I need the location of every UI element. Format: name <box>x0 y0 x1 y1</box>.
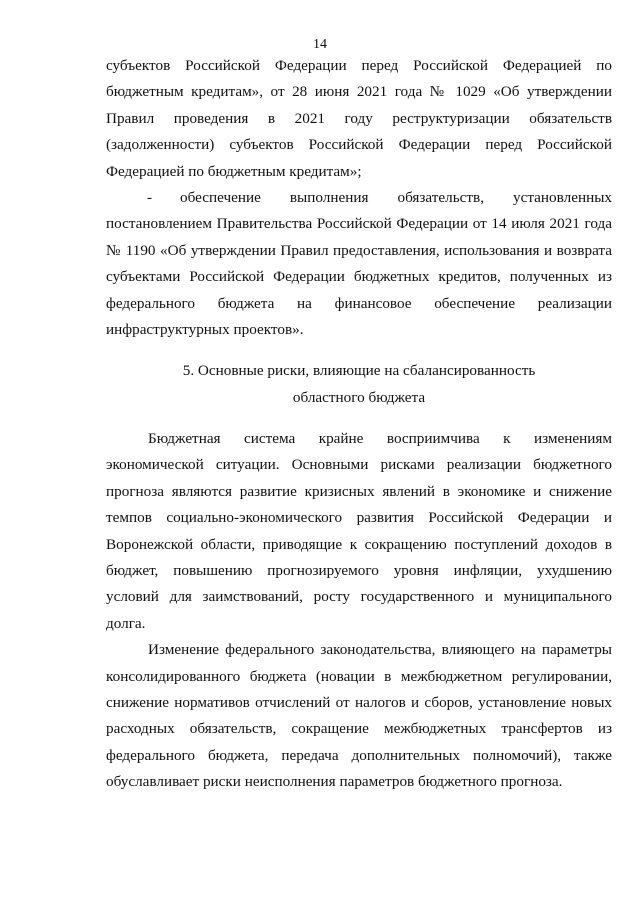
text-line: расходных обязательств, сокращение межбюджетных трансфертов из <box>106 720 612 738</box>
text-line: бюджет, повышению прогнозируемого уровня инфляции, ухудшению <box>106 562 612 580</box>
dash-bullet: - <box>147 188 153 206</box>
text-line: (задолженности) субъектов Российской Федерации перед Российской <box>106 136 612 154</box>
paragraph-first-line: Изменение федерального законодательства, влияющего на параметры <box>148 641 612 659</box>
text-line: федерального бюджета на финансовое обеспечение реализации <box>106 294 612 312</box>
page-number: 14 <box>313 37 327 52</box>
text-line: темпов социально-экономического развития Российской Федерации и <box>106 509 612 527</box>
text-line: обуславливает риски неисполнения параметров бюджетного прогноза. <box>106 773 563 791</box>
text-line: постановлением Правительства Российской Федерации от 14 июля 2021 года <box>106 215 612 233</box>
text-line: экономической ситуации. Основными рисками реализации бюджетного <box>106 456 612 474</box>
text-line: Правил проведения в 2021 году реструктуризации обязательств <box>106 109 612 127</box>
list-item-line <box>106 185 612 211</box>
text-line: снижение нормативов отчислений от налогов и сборов, установление новых <box>106 693 612 711</box>
text-line: инфраструктурных проектов». <box>106 320 304 338</box>
list-item-text: обеспечение выполнения обязательств, установленных <box>180 188 612 206</box>
section-heading-line: областного бюджета <box>292 388 426 406</box>
text-line: Воронежской области, приводящие к сокращению поступлений доходов в <box>106 535 612 553</box>
text-line: условий для заимствований, росту государственного и муниципального <box>106 588 612 606</box>
text-line: долга. <box>106 614 146 632</box>
text-line: консолидированного бюджета (новации в межбюджетном регулировании, <box>106 667 612 685</box>
text-line: субъектами Российской Федерации бюджетных кредитов, полученных из <box>106 268 612 286</box>
text-line: субъектов Российской Федерации перед Российской Федерацией по <box>106 57 612 74</box>
document-body <box>106 53 612 796</box>
text-line: № 1190 «Об утверждении Правил предоставления, использования и возврата <box>106 241 612 259</box>
paragraph-first-line: Бюджетная система крайне восприимчива к изменениям <box>148 430 612 448</box>
text-line: федерального бюджета, передача дополнительных полномочий), также <box>106 746 612 764</box>
text-line: прогноза являются развитие кризисных явлений в экономике и снижение <box>106 482 612 500</box>
paragraph-gap <box>106 343 612 358</box>
paragraph-gap <box>106 411 612 426</box>
section-heading-line: 5. Основные риски, влияющие на сбалансированность <box>182 362 536 380</box>
text-line: Федерацией по бюджетным кредитам»; <box>106 162 362 180</box>
text-line: бюджетным кредитам», от 28 июня 2021 года № 1029 «Об утверждении <box>106 83 612 101</box>
